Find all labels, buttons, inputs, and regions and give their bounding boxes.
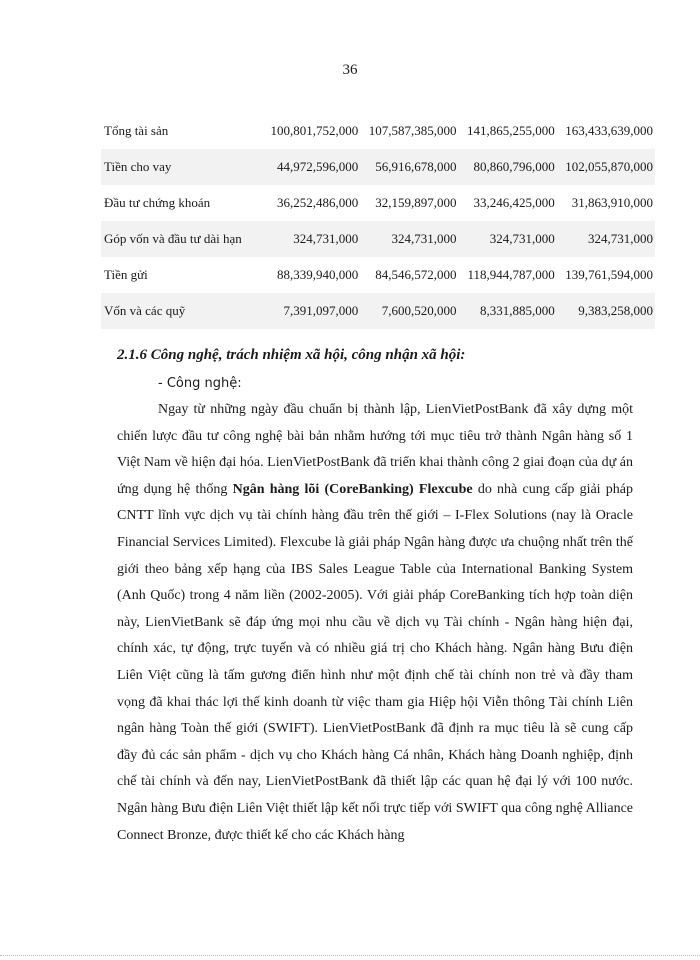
table-row [101,149,655,185]
table-cell: 7,600,520,000 [360,293,458,329]
table-cell: 107,587,385,000 [368,123,457,138]
table-cell: 324,731,000 [360,221,458,257]
table-cell: 163,433,639,000 [565,123,653,138]
table-cell: 118,944,787,000 [467,267,555,282]
section-heading: 2.1.6 Công nghệ, trách nhiệm xã hội, công nhận xã hội: [117,347,466,363]
table-cell: 324,731,000 [262,221,360,257]
table-cell: 324,731,000 [459,221,557,257]
financial-table [101,113,655,329]
table-cell: 84,546,572,000 [375,267,457,282]
table-cell: 139,761,594,000 [565,267,653,282]
table-cell: 141,865,255,000 [467,123,555,138]
table-row [101,185,655,221]
table-cell: 102,055,870,000 [557,149,655,185]
table-cell: 32,159,897,000 [375,195,457,210]
table-cell: 44,972,596,000 [262,149,360,185]
table-cell: 56,916,678,000 [360,149,458,185]
row-label: Tổng tài sản [104,123,169,138]
table-cell: 324,731,000 [557,221,655,257]
row-label: Góp vốn và đầu tư dài hạn [101,221,262,257]
table-row [101,293,655,329]
row-label: Vốn và các quỹ [101,293,262,329]
row-label: Tiền cho vay [101,149,262,185]
bold-term: Ngân hàng lõi (CoreBanking) Flexcube [232,481,473,497]
row-label: Đầu tư chứng khoán [104,195,211,210]
paragraph-text: do nhà cung cấp giải pháp CNTT lĩnh vực dịch vụ tài chính hàng đầu trên thế giới – I-Flex Solutions (nay là Oracle Financial Services Limited). Flexcube là giải pháp Ngân hàng được ưa chuộng nhất trên thế giới theo bảng xếp hạng của IBS Sales League Table của International Banking System (Anh Quốc) trong 4 năm liền (2002-2005). Với giải pháp CoreBanking tích hợp toàn diện này, LienVietBank sẽ đáp ứng mọi nhu cầu về dịch vụ Tài chính - Ngân hàng hiện đại, chính xác, tự động, trực tuyến và có nhiều giá trị cho Khách hàng. Ngân hàng Bưu điện Liên Việt cũng là tấm gương điển hình như một định chế tài chính non trẻ và đầy tham vọng đã khai thác lợi thế kinh doanh từ việc tham gia Hiệp hội Viễn thông Tài chính Liên ngân hàng Toàn thế giới (SWIFT). LienVietPostBank đã định ra mục tiêu là sẽ cung cấp đầy đủ các sản phẩm - dịch vụ cho Khách hàng Cá nhân, Khách hàng Doanh nghiệp, định chế tài chính và đến nay, LienVietPostBank đã thiết lập các quan hệ đại lý với 100 nước. Ngân hàng Bưu điện Liên Việt thiết lập kết nối trực tiếp với SWIFT qua công nghệ Alliance Connect Bronze, được thiết kế cho các Khách hàng [117,481,633,843]
table-cell: 88,339,940,000 [277,267,359,282]
table-cell: 9,383,258,000 [557,293,655,329]
page-number: 36 [342,62,358,78]
table-cell: 7,391,097,000 [262,293,360,329]
table-cell: 80,860,796,000 [459,149,557,185]
table-cell: 31,863,910,000 [571,195,653,210]
table-cell: 100,801,752,000 [270,123,359,138]
table-row [101,257,655,293]
table-cell: 36,252,486,000 [277,195,359,210]
row-label: Tiền gửi [104,267,148,282]
page-bottom-divider [0,955,700,956]
table-cell: 8,331,885,000 [459,293,557,329]
table-row [101,113,655,149]
sub-heading: - Công nghệ: [158,376,242,391]
paragraph-text: Ngay từ những ngày đầu chuẩn bị thành lập, LienVietPostBank đã xây dựng một chiến lược đầu tư công nghệ bài bản nhằm hướng tới mục tiêu trở thành Ngân hàng số 1 Việt Nam về hiện đại hóa. LienVietPostBank đã triển khai thành công 2 giai đoạn của dự án ứng dụng hệ thống [117,402,633,497]
table-cell: 33,246,425,000 [473,195,555,210]
body-paragraph [117,397,633,849]
table-row [101,221,655,257]
